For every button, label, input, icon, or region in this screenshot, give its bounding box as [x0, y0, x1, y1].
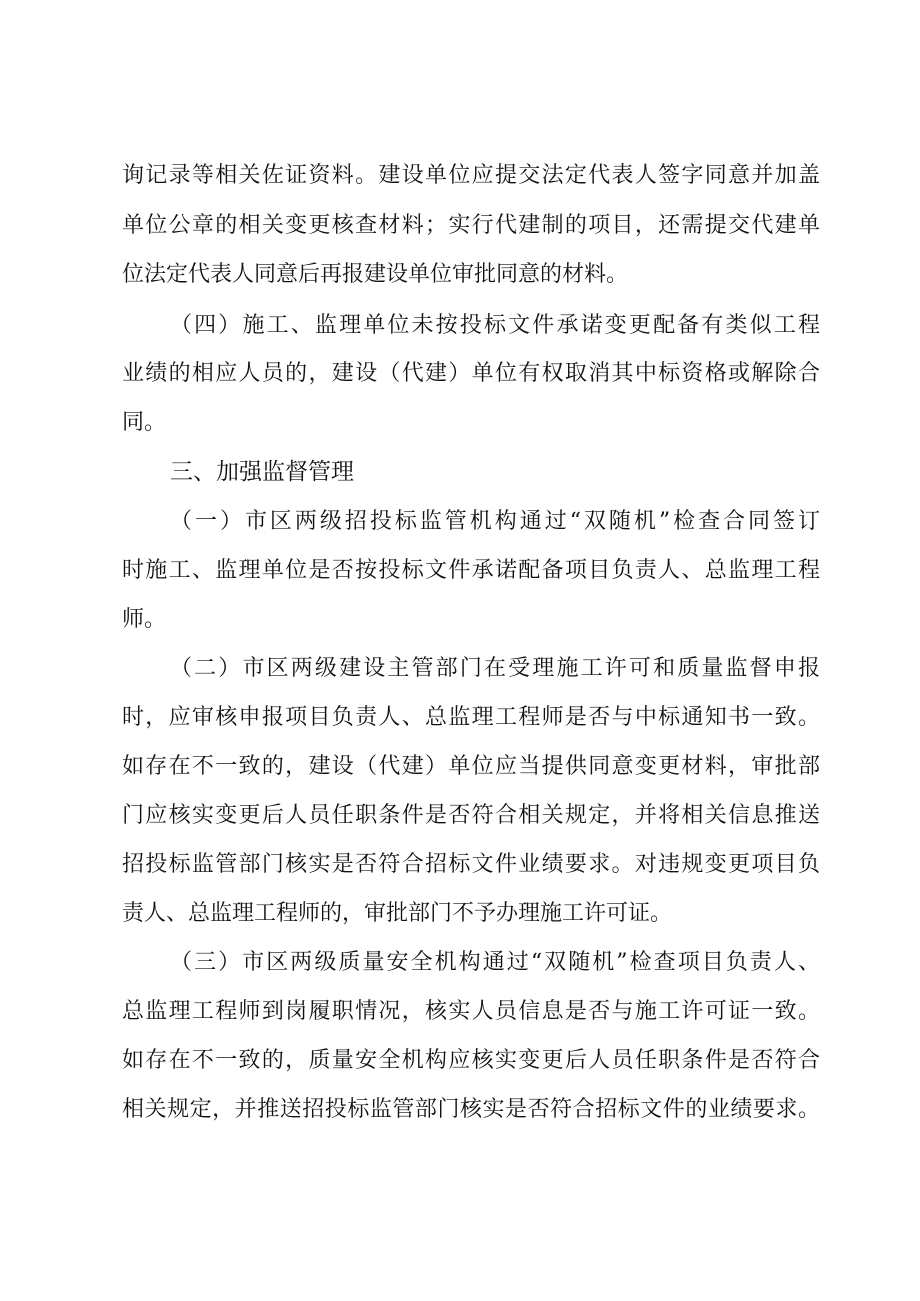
- paragraph-line: 门应核实变更后人员任职条件是否符合相关规定，并将相关信息推送: [122, 803, 820, 828]
- paragraph-line: 如存在不一致的，建设（代建）单位应当提供同意变更材料，审批部: [122, 754, 820, 779]
- paragraph-line: 如存在不一致的，质量安全机构应核实变更后人员任职条件是否符合: [122, 1048, 820, 1073]
- paragraph-line: （四）施工、监理单位未按投标文件承诺变更配备有类似工程: [170, 313, 820, 338]
- paragraph-line: （二）市区两级建设主管部门在受理施工许可和质量监督申报: [170, 656, 820, 681]
- paragraph-line: （三）市区两级质量安全机构通过“双随机”检查项目负责人、: [170, 950, 820, 975]
- paragraph-line: 询记录等相关佐证资料。建设单位应提交法定代表人签字同意并加盖: [122, 163, 820, 188]
- paragraph-line: 招投标监管部门核实是否符合招标文件业绩要求。对违规变更项目负: [122, 852, 820, 877]
- paragraph-line: （一）市区两级招投标监管机构通过“双随机”检查合同签订: [170, 509, 820, 534]
- paragraph-line: 位法定代表人同意后再报建设单位审批同意的材料。: [122, 262, 629, 287]
- paragraph-line: 时，应审核申报项目负责人、总监理工程师是否与中标通知书一致。: [122, 705, 820, 730]
- paragraph-line: 时施工、监理单位是否按投标文件承诺配备项目负责人、总监理工程: [122, 558, 820, 583]
- paragraph-line: 业绩的相应人员的，建设（代建）单位有权取消其中标资格或解除合: [122, 361, 820, 386]
- section-heading: 三、加强监督管理: [170, 459, 354, 485]
- paragraph-line: 总监理工程师到岗履职情况，核实人员信息是否与施工许可证一致。: [122, 999, 820, 1024]
- paragraph-line: 责人、总监理工程师的，审批部门不予办理施工许可证。: [122, 901, 673, 926]
- paragraph-line: 单位公章的相关变更核查材料；实行代建制的项目，还需提交代建单: [122, 213, 820, 238]
- paragraph-line: 同。: [122, 410, 167, 435]
- paragraph-line: 相关规定，并推送招投标监管部门核实是否符合招标文件的业绩要求。: [122, 1097, 820, 1122]
- paragraph-line: 师。: [122, 607, 167, 632]
